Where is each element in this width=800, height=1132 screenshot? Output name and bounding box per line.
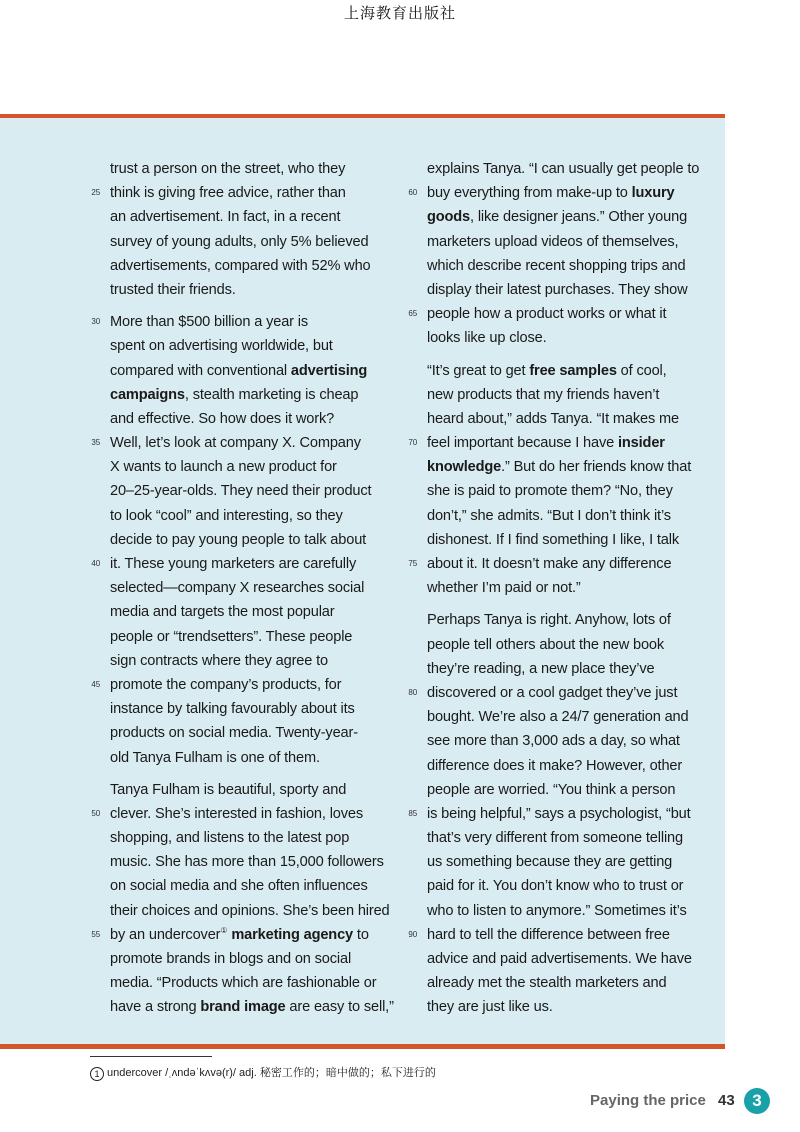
text-line: media and targets the most popular <box>110 604 335 621</box>
text-line: have a strong brand image are easy to sell,” <box>110 999 394 1016</box>
text-line: sign contracts where they agree to <box>110 652 328 669</box>
text-line: paid for it. You don’t know who to trust or <box>427 878 684 895</box>
text-line: promote brands in blogs and on social <box>110 951 352 967</box>
text-line: people or “trendsetters”. These people <box>110 628 353 645</box>
footnote <box>90 1064 436 1081</box>
text-line: marketers upload videos of themselves, <box>427 233 679 250</box>
unit-title: Paying the price <box>590 1092 706 1109</box>
right-text-column <box>408 157 717 1020</box>
text-line: new products that my friends haven’t <box>427 386 660 403</box>
text-line: old Tanya Fulham is one of them. <box>110 749 320 766</box>
text-line: feel important because I have insider 70 <box>427 431 717 455</box>
text-line: bought. We’re also a 24/7 generation and <box>427 709 689 726</box>
text-line: which describe recent shopping trips and <box>427 257 686 274</box>
text-line: selected—company X researches social <box>110 580 365 597</box>
text-line: heard about,” adds Tanya. “It makes me <box>427 410 679 427</box>
text-line: is being helpful,” says a psychologist, “but 85 <box>427 802 717 826</box>
text-line: an advertisement. In fact, in a recent <box>110 209 341 226</box>
line-number: 25 <box>91 188 100 198</box>
line-number: 75 <box>408 559 417 568</box>
text-line: advertisements, compared with 52% who <box>110 257 371 274</box>
line-number: 60 <box>408 188 417 198</box>
text-line: discovered or a cool gadget they’ve just 80 <box>427 681 717 705</box>
text-line: instance by talking favourably about its <box>110 701 355 718</box>
paragraph-gap <box>427 351 717 359</box>
text-line: campaigns, stealth marketing is cheap <box>110 386 359 403</box>
text-line: trust a person on the street, who they <box>110 161 346 177</box>
line-number: 45 <box>91 679 100 689</box>
text-line: she is paid to promote them? “No, they <box>427 483 673 500</box>
text-line: promote the company’s products, for 45 <box>110 673 400 697</box>
text-line: people how a product works or what it 65 <box>427 302 717 326</box>
paragraph-gap <box>110 770 400 778</box>
text-line: products on social media. Twenty-year- <box>110 725 358 742</box>
line-number: 55 <box>91 929 100 939</box>
page-number: 43 <box>718 1092 735 1109</box>
footnote-marker: 1 <box>90 1067 104 1081</box>
text-line: More than $500 billion a year is 30 <box>110 310 400 334</box>
text-line: Perhaps Tanya is right. Anyhow, lots of <box>427 612 671 629</box>
text-line: goods, like designer jeans.” Other young <box>427 209 688 226</box>
text-line: see more than 3,000 ads a day, so what <box>427 733 680 750</box>
text-line: that’s very different from someone telling <box>427 830 683 847</box>
paragraph-gap <box>110 302 400 310</box>
text-line: don’t,” she admits. “But I don’t think it’s <box>427 507 671 524</box>
text-line: advice and paid advertisements. We have <box>427 951 692 967</box>
text-line: decide to pay young people to talk about <box>110 531 367 548</box>
text-line: they are just like us. <box>427 999 553 1016</box>
text-line: 20–25-year-olds. They need their product <box>110 483 372 500</box>
text-line: to look “cool” and interesting, so they <box>110 507 343 524</box>
line-number: 40 <box>91 559 100 568</box>
text-line: whether I’m paid or not.” <box>427 580 581 597</box>
text-line: who to listen to anymore.” Sometimes it’s <box>427 902 687 919</box>
text-line: on social media and she often influences <box>110 878 368 895</box>
text-line: shopping, and listens to the latest pop <box>110 830 350 847</box>
line-number: 35 <box>91 438 100 448</box>
text-line: knowledge.” But do her friends know that <box>427 459 692 476</box>
text-line: media. “Products which are fashionable or <box>110 975 377 992</box>
text-line: people are worried. “You think a person <box>427 781 676 798</box>
line-number: 80 <box>408 687 417 697</box>
text-line: by an undercover① marketing agency to 55 <box>110 923 400 947</box>
text-line: dishonest. If I find something I like, I talk <box>427 531 680 548</box>
footnote-divider <box>90 1056 212 1057</box>
text-line: explains Tanya. “I can usually get people to <box>427 161 700 177</box>
text-line: and effective. So how does it work? <box>110 410 335 427</box>
text-line: their choices and opinions. She’s been hired <box>110 902 390 919</box>
text-line: compared with conventional advertising <box>110 362 368 379</box>
unit-number-badge: 3 <box>744 1088 770 1114</box>
line-number: 65 <box>408 309 417 319</box>
text-line: clever. She’s interested in fashion, loves 50 <box>110 802 400 826</box>
text-line: spent on advertising worldwide, but <box>110 338 333 355</box>
line-number: 30 <box>91 317 100 327</box>
text-line: people tell others about the new book <box>427 636 665 653</box>
text-line: display their latest purchases. They show <box>427 281 688 298</box>
text-line: music. She has more than 15,000 followers <box>110 854 384 871</box>
text-line: looks like up close. <box>427 330 547 347</box>
reading-panel <box>0 114 725 1049</box>
text-line: they’re reading, a new place they’ve <box>427 660 655 677</box>
line-number: 90 <box>408 929 417 939</box>
text-line: Tanya Fulham is beautiful, sporty and <box>110 781 347 798</box>
text-line: already met the stealth marketers and <box>427 975 667 992</box>
line-number: 70 <box>408 438 417 448</box>
text-line: “It’s great to get free samples of cool, <box>427 362 667 379</box>
line-number: 50 <box>91 808 100 818</box>
text-line: it. These young marketers are carefully 40 <box>110 552 400 576</box>
text-line: hard to tell the difference between free 90 <box>427 923 717 947</box>
text-line: about it. It doesn’t make any difference 75 <box>427 552 717 576</box>
footnote-text: undercover /ˌʌndəˈkʌvə(r)/ adj. 秘密工作的；暗中做的；私下进行的 <box>107 1067 436 1079</box>
publisher-header: 上海教育出版社 <box>343 4 456 22</box>
left-text-column <box>91 157 400 1020</box>
line-number: 85 <box>408 808 417 818</box>
text-line: difference does it make? However, other <box>427 757 683 774</box>
text-line: us something because they are getting <box>427 854 673 871</box>
text-line: survey of young adults, only 5% believed <box>110 233 369 250</box>
text-line: buy everything from make-up to luxury 60 <box>427 181 717 205</box>
text-line: X wants to launch a new product for <box>110 459 337 476</box>
paragraph-gap <box>427 600 717 608</box>
text-line: trusted their friends. <box>110 281 236 298</box>
text-line: Well, let’s look at company X. Company 35 <box>110 431 400 455</box>
text-line: think is giving free advice, rather than 25 <box>110 181 400 205</box>
